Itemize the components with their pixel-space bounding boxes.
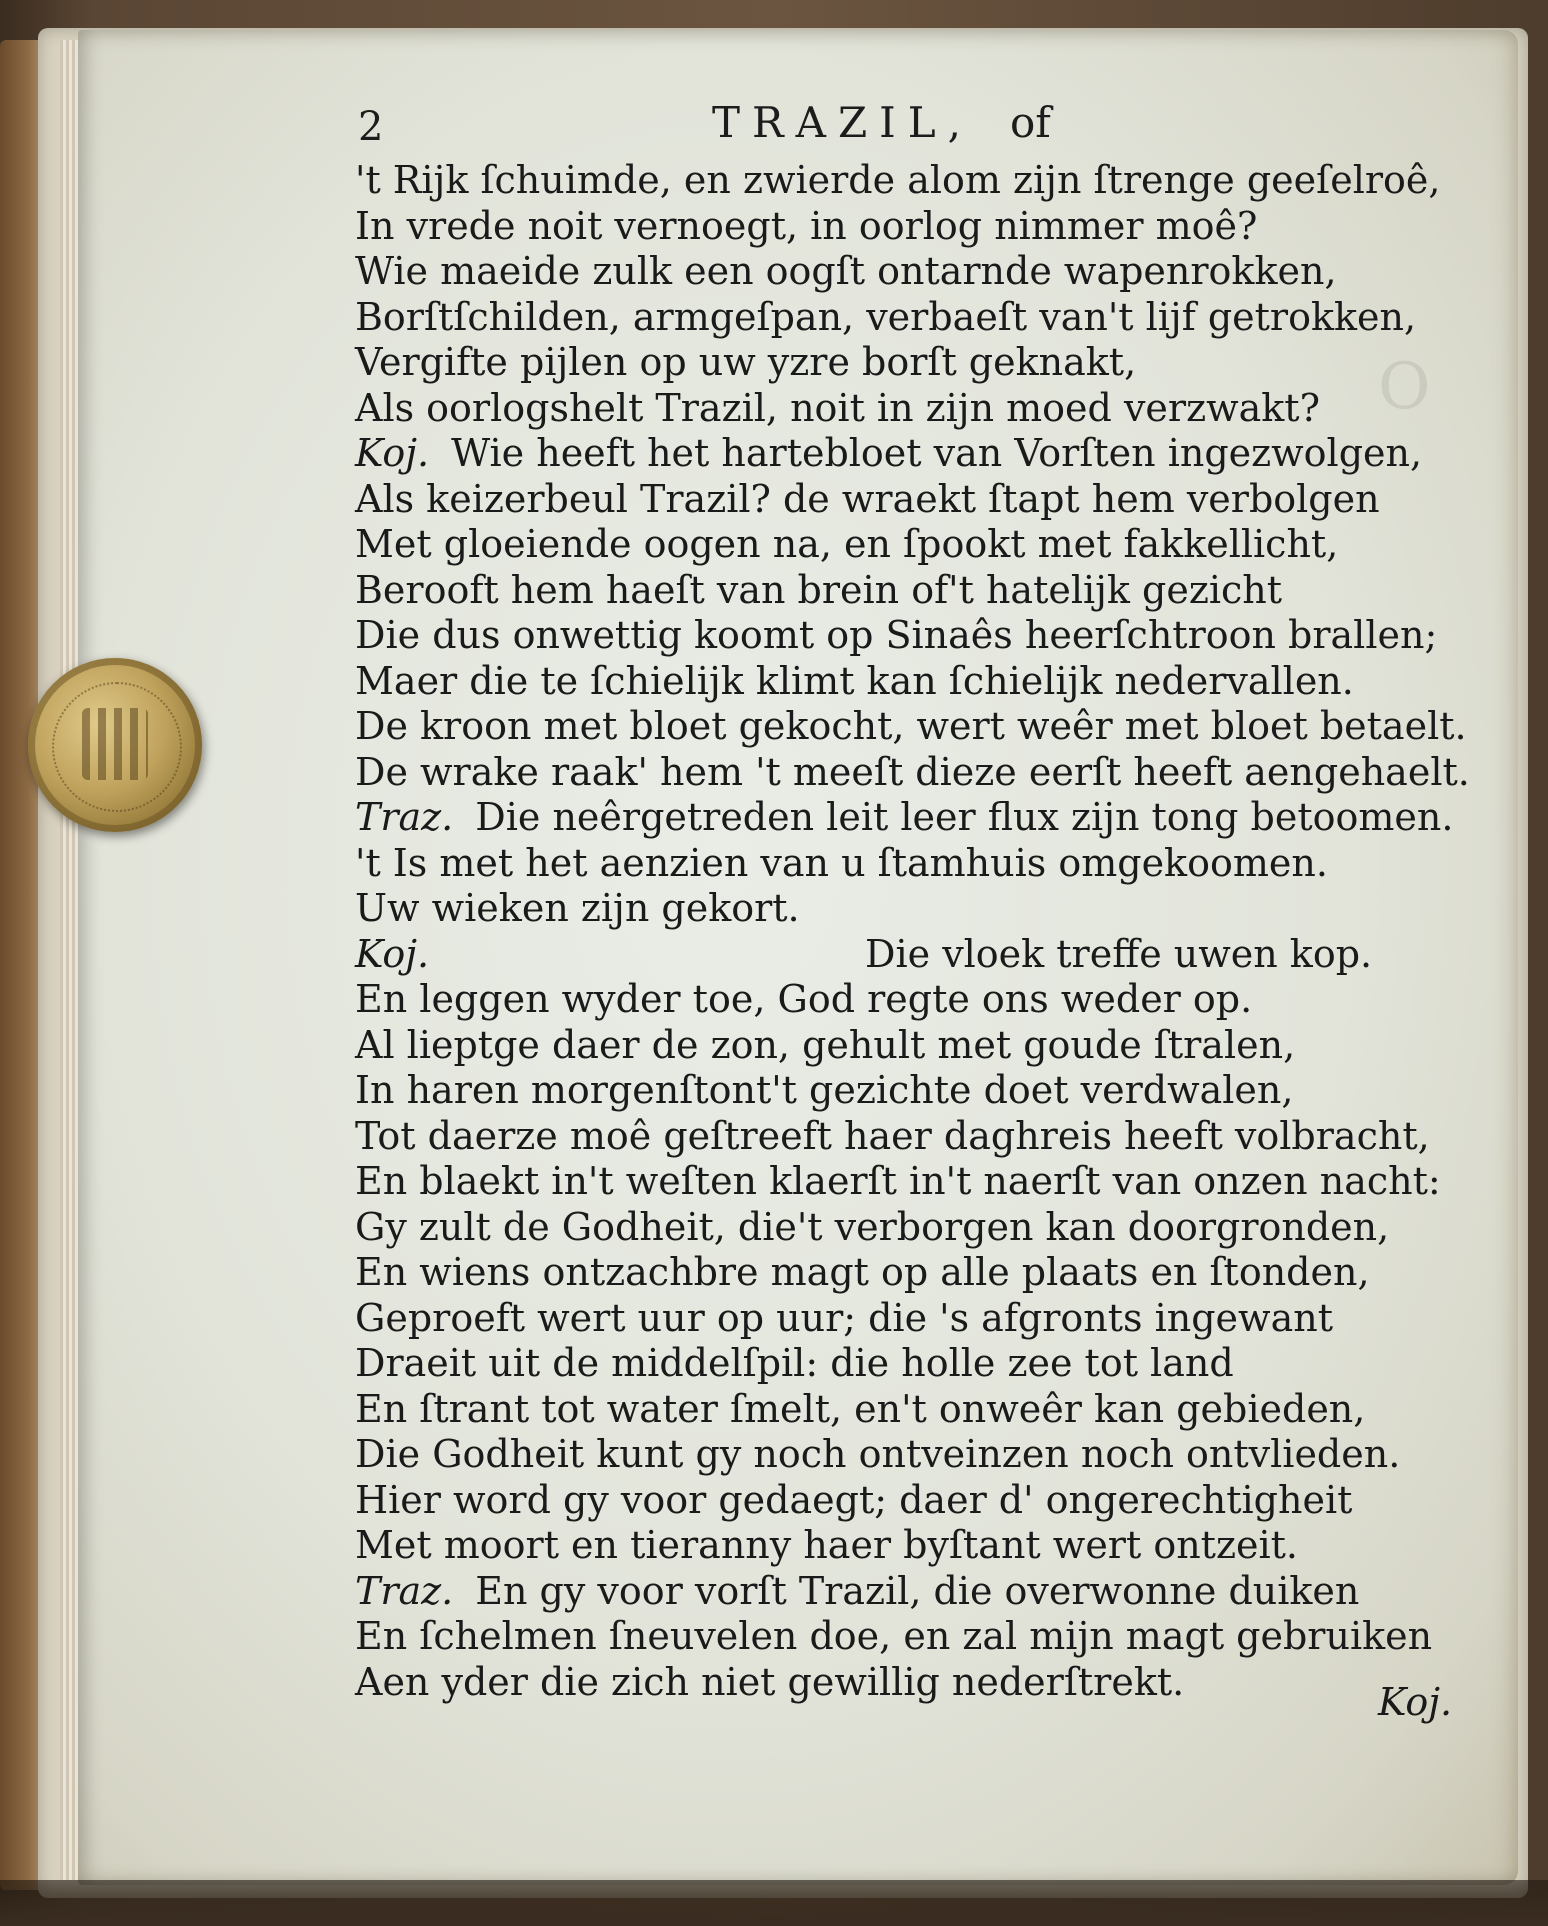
verse-text-line: En blaekt in't weſten klaerſt in't naerſt van onzen nacht: (355, 1159, 1441, 1203)
verse-line (355, 1523, 1465, 1569)
verse-line (355, 340, 1465, 386)
verse-line (355, 1068, 1465, 1114)
verse-text-line: Berooft hem haeſt van brein of't hatelijk gezicht (355, 567, 1283, 612)
verse-line (355, 977, 1465, 1023)
page-edges (60, 40, 78, 1880)
verse-line (355, 659, 1465, 705)
verse-line (355, 1478, 1465, 1524)
verse-text-line: Borſtſchilden, armgeſpan, verbaeſt van't lijf getrokken, (355, 294, 1417, 339)
verse-line (355, 1023, 1465, 1069)
verse-line (355, 1387, 1465, 1433)
verse-text-line: En wiens ontzachbre magt op alle plaats en ſtonden, (355, 1250, 1370, 1294)
verse-text-line: Draeit uit de middelſpil: die holle zee tot land (355, 1341, 1234, 1385)
verse-text-line: De kroon met bloet gekocht, wert weêr met bloet betaelt. (355, 704, 1467, 748)
verse-line (355, 1614, 1465, 1660)
verse-text-line: En ſtrant tot water ſmelt, en't onweêr kan gebieden, (355, 1386, 1366, 1431)
verse-line (355, 704, 1465, 750)
verse-line (355, 522, 1465, 568)
verse-line (355, 431, 1465, 477)
verse-text-line: De wrake raak' hem 't meeſt dieze eerſt heeft aengehaelt. (355, 749, 1470, 794)
verse-line (355, 477, 1465, 523)
verse-line (355, 1205, 1465, 1251)
verse-text-line: Wie maeide zulk een oogſt ontarnde wapenrokken, (355, 249, 1337, 293)
verse-text-line: Met moort en tieranny haer byſtant wert ontzeit. (355, 1523, 1298, 1567)
verse-line (355, 795, 1465, 841)
verse-line (355, 1296, 1465, 1342)
verse-line (355, 249, 1465, 295)
verse-line (355, 295, 1465, 341)
speaker-label: Traz. (355, 795, 454, 839)
verse-text-line: Uw wieken zijn gekort. (355, 886, 800, 930)
verse-text (355, 158, 1470, 1705)
verse-text-line: 't Is met het aenzien van u ſtamhuis omgekoomen. (355, 840, 1328, 885)
speaker-label: Koj. (355, 431, 430, 475)
verse-line (355, 1159, 1465, 1205)
verse-text-line: 't Rijk ſchuimde, en zwierde alom zijn ſtrenge geeſelroê, (355, 158, 1441, 202)
verse-line (355, 1432, 1465, 1478)
verse-text-line: Die neêrgetreden leit leer flux zijn tong betoomen. (475, 795, 1454, 839)
verse-text-line: Die dus onwettig koomt op Sinaês heerſchtroon brallen; (355, 613, 1438, 657)
verse-text-line: Die Godheit kunt gy noch ontveinzen noch ontvlieden. (355, 1432, 1401, 1476)
coin-emblem (82, 708, 148, 780)
verse-text-line: Tot daerze moê geſtreeft haer daghreis heeft volbracht, (355, 1113, 1430, 1158)
verse-text-line: Vergifte pijlen op uw yzre borſt geknakt, (355, 340, 1137, 384)
page-number: 2 (358, 104, 384, 150)
verse-text-line: Wie heeft het hartebloet van Vorſten ingezwolgen, (451, 431, 1423, 475)
verse-line (355, 1250, 1465, 1296)
verse-text-line: Maer die te ſchielijk klimt kan ſchielijk nedervallen. (355, 658, 1354, 703)
page-header (0, 92, 1548, 162)
verse-text-line: En gy voor vorſt Trazil, die overwonne duiken (475, 1568, 1360, 1613)
verse-text-line: Al lieptge daer de zon, gehult met goude ſtralen, (355, 1022, 1296, 1067)
bottom-shadow (0, 1880, 1548, 1926)
verse-line (355, 1569, 1465, 1615)
speaker-label: Traz. (355, 1568, 454, 1613)
verse-line (355, 749, 1470, 796)
verse-text-line: In vrede noit vernoegt, in oorlog nimmer moê? (355, 203, 1258, 248)
verse-line (355, 932, 1465, 978)
verse-text-line: Hier word gy voor gedaegt; daer d' ongerechtigheit (355, 1477, 1353, 1522)
show-through-text: O (1378, 350, 1435, 424)
verse-text-line: In haren morgenſtont't gezichte doet verdwalen, (355, 1068, 1294, 1112)
running-title-suffix: of (1010, 98, 1051, 147)
verse-line (355, 886, 1465, 932)
verse-line (355, 204, 1465, 250)
verse-text-line: En ſchelmen ſneuvelen doe, en zal mijn magt gebruiken (355, 1614, 1433, 1658)
verse-line (355, 568, 1465, 614)
verse-line (355, 386, 1465, 432)
verse-text-line: Met gloeiende oogen na, en ſpookt met fakkellicht, (355, 522, 1339, 566)
verse-text-line: Geproeft wert uur op uur; die 's afgronts ingewant (355, 1295, 1333, 1340)
speaker-label: Koj. (355, 931, 430, 976)
verse-line (355, 1660, 1465, 1706)
verse-text-line: Als keizerbeul Trazil? de wraekt ſtapt hem verbolgen (355, 476, 1380, 521)
coin-scale-reference (28, 658, 202, 832)
verse-line (355, 841, 1465, 887)
catchword: Koj. (1378, 1680, 1453, 1724)
verse-text-line: Als oorlogshelt Trazil, noit in zijn moed verzwakt? (355, 385, 1320, 430)
verse-text-line: En leggen wyder toe, God regte ons weder op. (355, 977, 1253, 1021)
verse-line (355, 1114, 1465, 1160)
verse-line (355, 613, 1465, 659)
verse-text-line: Gy zult de Godheit, die't verborgen kan doorgronden, (355, 1204, 1390, 1249)
verse-line (355, 158, 1465, 204)
verse-text-line: Die vloek treffe uwen kop. (865, 931, 1373, 976)
verse-line (355, 1341, 1465, 1387)
running-title: TRAZIL, (712, 98, 973, 147)
verse-text-line: Aen yder die zich niet gewillig nederſtrekt. (355, 1659, 1185, 1704)
